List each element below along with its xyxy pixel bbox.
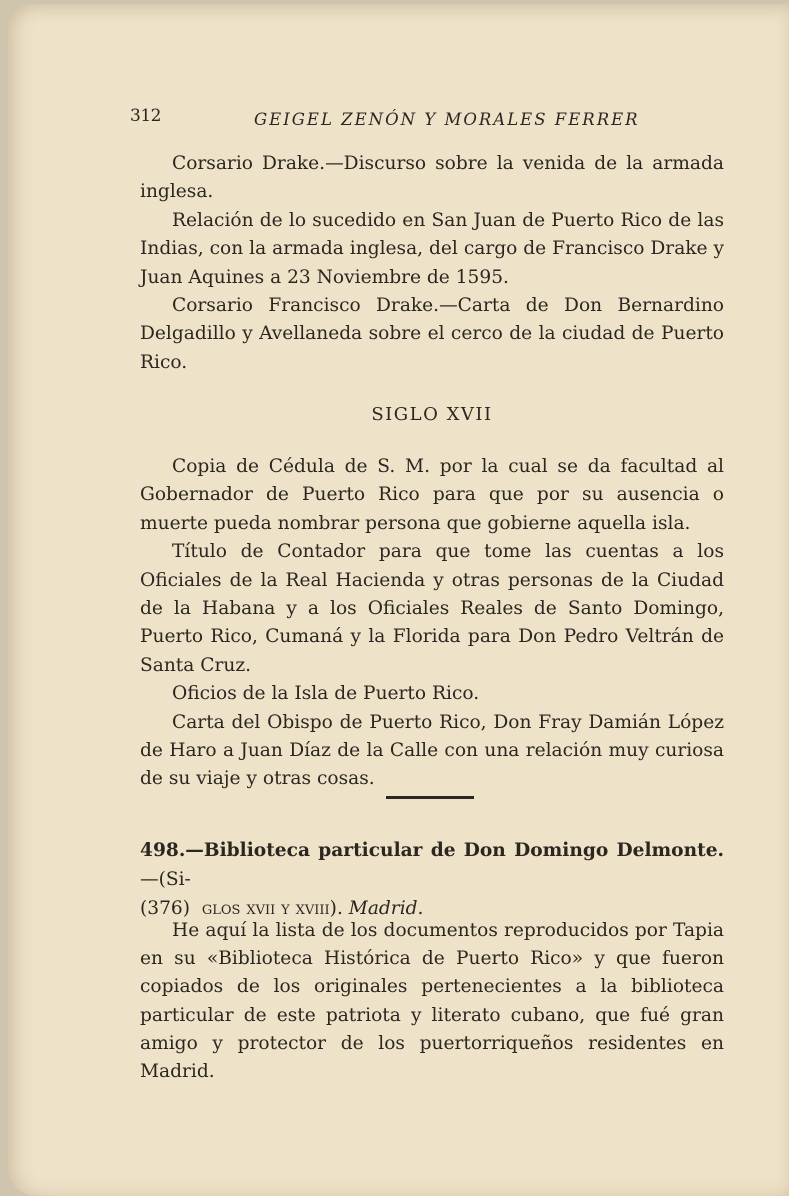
paragraph: Oficios de la Isla de Puerto Rico. xyxy=(172,683,480,705)
running-head: GEIGEL ZENÓN Y MORALES FERRER xyxy=(254,110,640,129)
siglo-xvi-entries xyxy=(140,150,724,377)
book-page xyxy=(8,4,789,1196)
entry-reference: (376) xyxy=(140,898,190,919)
entry-bracket-open: —(Si- xyxy=(140,869,191,890)
paragraph: Relación de lo sucedido en San Juan de Puerto Rico de las Indias, con la armada inglesa, del cargo de Francisco Drake y Juan Aquines a 23 Noviembre de 1595. xyxy=(140,209,724,288)
paragraph: Corsario Francisco Drake.—Carta de Don Bernardino Delgadillo y Avellaneda sobre el cerco de la ciudad de Puerto Rico. xyxy=(140,295,724,373)
paragraph: Copia de Cédula de S. M. por la cual se da facultad al Gobernador de Puerto Rico para que por su ausencia o muerte pueda nombrar persona que gobierne aquella isla. xyxy=(140,456,724,534)
entry-centuries: glos xvii y xviii). xyxy=(201,898,343,919)
paragraph: Carta del Obispo de Puerto Rico, Don Fray Damián López de Haro a Juan Díaz de la Calle con una relación muy curiosa de su viaje y otras cosas. xyxy=(140,711,724,790)
paragraph: Título de Contador para que tome las cuentas a los Oficiales de la Real Hacienda y otras personas de la Ciudad de la Habana y a los Oficiales Reales de Santo Domingo, Puerto Rico, Cumaná y la Florida para Don Pedro Veltrán de Santa Cruz. xyxy=(140,541,724,676)
entry-place: Madrid. xyxy=(348,898,424,919)
page-header xyxy=(130,106,730,136)
catalog-entry-heading xyxy=(140,836,724,923)
entry-description xyxy=(140,917,724,1086)
page-number: 312 xyxy=(130,106,161,126)
entry-number: 498. xyxy=(140,840,186,861)
section-heading: SIGLO XVII xyxy=(371,404,493,425)
paragraph: He aquí la lista de los documentos reproducidos por Tapia en su «Biblioteca Histórica de Puerto Rico» y que fueron copiados de los originales pertenecientes a la biblioteca particular de este patriota y literato cubano, que fué gran amigo y protector de los puertorriqueños residentes en Madrid. xyxy=(140,920,724,1083)
paragraph: Corsario Drake.—Discurso sobre la venida de la armada inglesa. xyxy=(140,153,724,203)
entry-title: —Biblioteca particular de Don Domingo Delmonte. xyxy=(185,840,724,861)
section-divider xyxy=(386,796,474,799)
siglo-xvii-entries xyxy=(140,453,724,794)
